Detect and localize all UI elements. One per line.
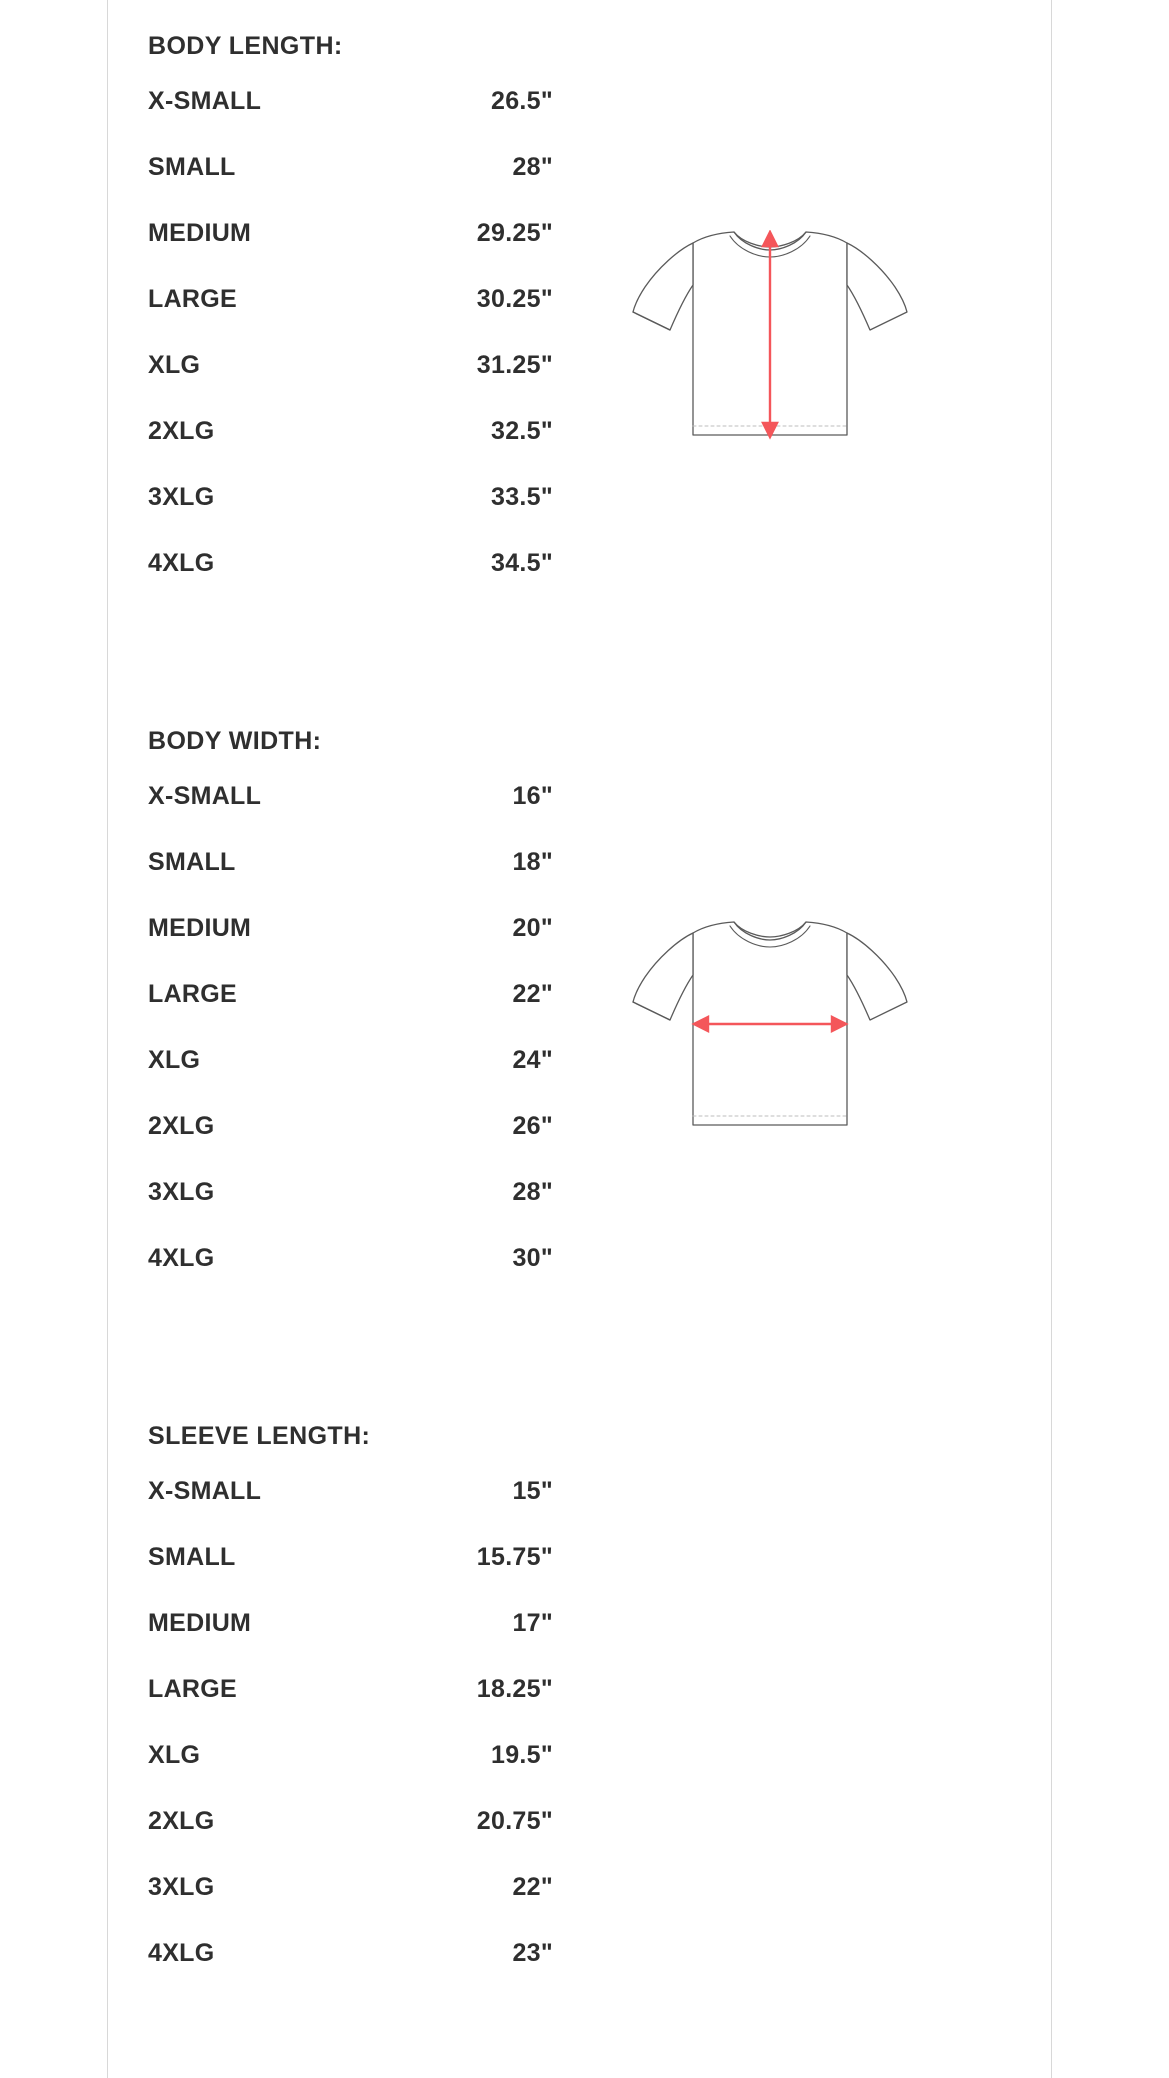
size-label: XLG bbox=[148, 351, 201, 379]
table-row bbox=[148, 219, 553, 285]
size-value: 18" bbox=[512, 848, 553, 876]
size-value: 32.5" bbox=[490, 417, 553, 445]
table-row bbox=[148, 87, 553, 153]
table-row bbox=[148, 1178, 553, 1244]
table-row bbox=[148, 1112, 553, 1178]
right-divider bbox=[1051, 0, 1052, 2078]
size-label: LARGE bbox=[148, 1675, 237, 1703]
table-row bbox=[148, 1609, 553, 1675]
table-row bbox=[148, 782, 553, 848]
size-label: 2XLG bbox=[148, 1807, 215, 1835]
size-label: 4XLG bbox=[148, 1939, 215, 1967]
section-body-length bbox=[148, 32, 553, 615]
section-title: SLEEVE LENGTH: bbox=[148, 1422, 371, 1450]
size-label: SMALL bbox=[148, 153, 236, 181]
size-value: 34.5" bbox=[490, 549, 553, 577]
size-value: 18.25" bbox=[476, 1675, 553, 1703]
table-row bbox=[148, 351, 553, 417]
size-value: 29.25" bbox=[476, 219, 553, 247]
size-table-body-width bbox=[148, 782, 553, 1310]
size-table-body-length bbox=[148, 87, 553, 615]
size-value: 24" bbox=[512, 1046, 553, 1074]
section-title: BODY LENGTH: bbox=[148, 32, 343, 60]
table-row bbox=[148, 1477, 553, 1543]
size-value: 22" bbox=[512, 1873, 553, 1901]
size-table-sleeve-length bbox=[148, 1477, 553, 2005]
table-row bbox=[148, 1873, 553, 1939]
table-row bbox=[148, 914, 553, 980]
size-label: 2XLG bbox=[148, 417, 215, 445]
table-row bbox=[148, 285, 553, 351]
size-label: XLG bbox=[148, 1046, 201, 1074]
size-value: 28" bbox=[512, 153, 553, 181]
table-row bbox=[148, 549, 553, 615]
section-sleeve-length bbox=[148, 1422, 553, 2005]
size-value: 22" bbox=[512, 980, 553, 1008]
size-label: LARGE bbox=[148, 285, 237, 313]
size-label: 4XLG bbox=[148, 1244, 215, 1272]
size-value: 26" bbox=[512, 1112, 553, 1140]
size-value: 26.5" bbox=[490, 87, 553, 115]
size-value: 15" bbox=[512, 1477, 553, 1505]
size-label: X-SMALL bbox=[148, 782, 262, 810]
size-value: 16" bbox=[512, 782, 553, 810]
table-row bbox=[148, 1543, 553, 1609]
size-label: MEDIUM bbox=[148, 219, 252, 247]
size-value: 30.25" bbox=[476, 285, 553, 313]
size-label: 4XLG bbox=[148, 549, 215, 577]
section-body-width bbox=[148, 727, 553, 1310]
size-label: XLG bbox=[148, 1741, 201, 1769]
tshirt-body-length-diagram bbox=[618, 230, 908, 455]
table-row bbox=[148, 848, 553, 914]
table-row bbox=[148, 1675, 553, 1741]
size-label: SMALL bbox=[148, 1543, 236, 1571]
size-label: LARGE bbox=[148, 980, 237, 1008]
size-label: MEDIUM bbox=[148, 1609, 252, 1637]
size-value: 31.25" bbox=[476, 351, 553, 379]
size-value: 19.5" bbox=[490, 1741, 553, 1769]
size-label: X-SMALL bbox=[148, 1477, 262, 1505]
size-value: 33.5" bbox=[490, 483, 553, 511]
size-value: 20" bbox=[512, 914, 553, 942]
table-row bbox=[148, 1939, 553, 2005]
section-title: BODY WIDTH: bbox=[148, 727, 322, 755]
size-chart-content bbox=[108, 0, 1051, 2078]
size-label: SMALL bbox=[148, 848, 236, 876]
size-value: 15.75" bbox=[476, 1543, 553, 1571]
tshirt-body-width-diagram bbox=[618, 920, 908, 1145]
table-row bbox=[148, 1741, 553, 1807]
table-row bbox=[148, 483, 553, 549]
size-label: 2XLG bbox=[148, 1112, 215, 1140]
size-value: 28" bbox=[512, 1178, 553, 1206]
size-value: 30" bbox=[512, 1244, 553, 1272]
size-value: 17" bbox=[512, 1609, 553, 1637]
table-row bbox=[148, 153, 553, 219]
size-label: X-SMALL bbox=[148, 87, 262, 115]
size-label: 3XLG bbox=[148, 483, 215, 511]
table-row bbox=[148, 1244, 553, 1310]
table-row bbox=[148, 1807, 553, 1873]
table-row bbox=[148, 1046, 553, 1112]
table-row bbox=[148, 980, 553, 1046]
size-label: 3XLG bbox=[148, 1873, 215, 1901]
size-label: MEDIUM bbox=[148, 914, 252, 942]
table-row bbox=[148, 417, 553, 483]
size-value: 20.75" bbox=[476, 1807, 553, 1835]
size-value: 23" bbox=[512, 1939, 553, 1967]
size-label: 3XLG bbox=[148, 1178, 215, 1206]
